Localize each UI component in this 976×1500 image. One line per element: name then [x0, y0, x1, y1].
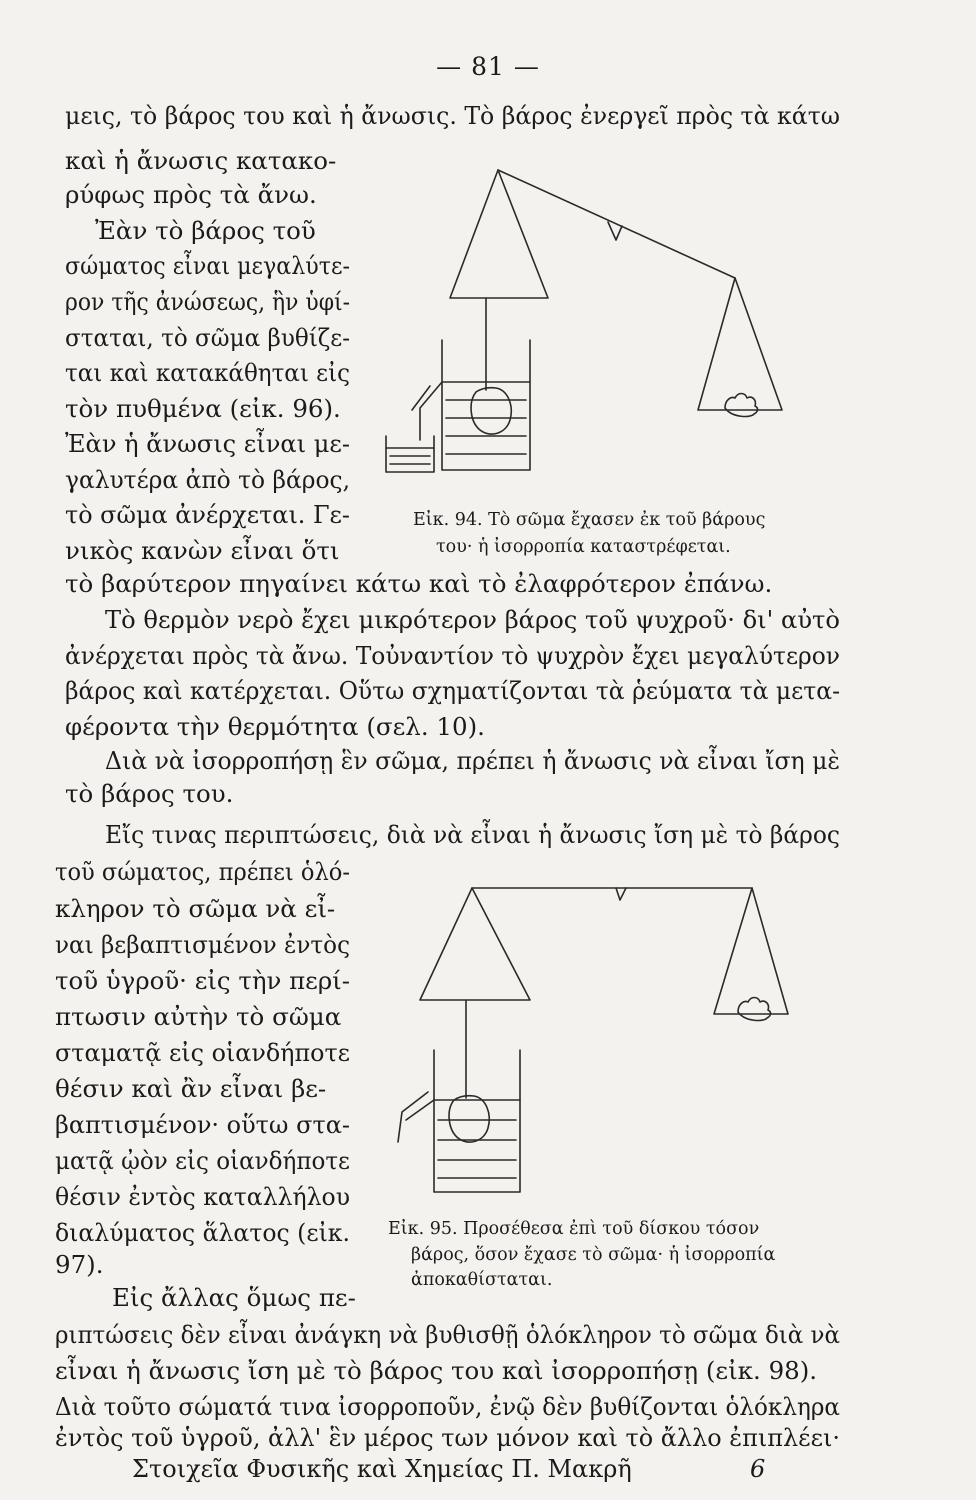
- text-line: τὸ βάρος του.: [65, 779, 234, 808]
- right-pan-weights: [738, 998, 771, 1021]
- text-line: σώματος εἶναι μεγαλύτε-: [65, 251, 350, 280]
- text-line: σταματᾷ εἰς οἱανδήποτε: [55, 1038, 350, 1067]
- text-line: τὸν πυθμένα (εἰκ. 96).: [65, 394, 341, 423]
- text-line: ναι βεβαπτισμένον ἐντὸς: [55, 930, 350, 959]
- text-line: θέσιν καὶ ἂν εἶναι βε-: [55, 1074, 327, 1103]
- text-line: τὸ σῶμα ἀνέρχεται. Γε-: [65, 500, 350, 529]
- figure-caption: ἀποκαθίσταται.: [411, 1270, 553, 1290]
- text-line: βάρος καὶ κατέρχεται. Οὕτω σχηματίζονται τὰ ῥεύματα τὰ μετα-: [65, 676, 840, 705]
- text-line: μεις, τὸ βάρος του καὶ ἡ ἄνωσις. Τὸ βάρος ἐνεργεῖ πρὸς τὰ κάτω: [65, 101, 840, 130]
- text-line: Διὰ νὰ ἰσορροπήσῃ ἓν σῶμα, πρέπει ἡ ἄνωσις νὰ εἶναι ἴση μὲ: [105, 746, 840, 775]
- text-line: νικὸς κανὼν εἶναι ὅτι: [65, 536, 340, 565]
- immersed-body: [471, 388, 511, 434]
- text-line: σταται, τὸ σῶμα βυθίζε-: [65, 323, 350, 352]
- text-line: Εἰς ἄλλας ὅμως πε-: [112, 1283, 356, 1312]
- text-line: Ἐὰν τὸ βάρος τοῦ: [95, 216, 316, 245]
- overflow-spout: [412, 382, 442, 440]
- text-line: ἐντὸς τοῦ ὑγροῦ, ἀλλ' ἓν μέρος των μόνον καὶ τὸ ἄλλο ἐπιπλέει·: [55, 1423, 840, 1452]
- footer-book-title: Στοιχεῖα Φυσικῆς καὶ Χημείας Π. Μακρῆ: [132, 1455, 632, 1483]
- left-pan-cone: [450, 170, 548, 298]
- collecting-cup: [386, 436, 434, 472]
- text-line: ματᾷ ᾠὸν εἰς οἱανδήποτε: [55, 1146, 350, 1175]
- water-hatching: [438, 1120, 516, 1178]
- text-line: 97).: [55, 1250, 104, 1279]
- text-line: γαλυτέρα ἀπὸ τὸ βάρος,: [65, 465, 350, 494]
- text-line: καὶ ἡ ἄνωσις κατακο-: [65, 146, 337, 175]
- figure-95-balance: [380, 880, 820, 1200]
- footer-signature: 6: [750, 1455, 766, 1483]
- text-line: εἶναι ἡ ἄνωσις ἴση μὲ τὸ βάρος του καὶ ἰσορροπήσῃ (εἰκ. 98).: [55, 1356, 818, 1385]
- text-line: ρον τῆς ἀνώσεως, ἣν ὑφί-: [65, 287, 350, 316]
- text-line: βαπτισμένον· οὕτω στα-: [55, 1110, 350, 1139]
- immersed-body: [449, 1096, 489, 1142]
- figure-caption: Εἰκ. 95. Προσέθεσα ἐπὶ τοῦ δίσκου τόσον: [388, 1219, 760, 1239]
- figure-caption: του· ἡ ἰσορροπία καταστρέφεται.: [436, 537, 731, 557]
- left-pan-cone: [420, 888, 530, 1000]
- figure-caption: Εἰκ. 94. Τὸ σῶμα ἔχασεν ἐκ τοῦ βάρους: [413, 510, 766, 530]
- beam-pointer: [616, 888, 626, 900]
- page-number: — 81 —: [436, 52, 540, 81]
- right-pan-cone: [714, 888, 788, 1014]
- text-line: φέροντα τὴν θερμότητα (σελ. 10).: [65, 712, 485, 741]
- text-line: θέσιν ἐντὸς καταλλήλου: [55, 1182, 350, 1211]
- overflow-spout: [398, 1092, 434, 1142]
- text-line: τοῦ ὑγροῦ· εἰς τὴν περί-: [55, 966, 350, 995]
- right-pan-weights: [725, 394, 758, 417]
- text-line: ριπτώσεις δὲν εἶναι ἀνάγκη νὰ βυθισθῇ ὁλόκληρον τὸ σῶμα διὰ νὰ: [55, 1320, 840, 1349]
- figure-caption: βάρος, ὅσον ἔχασε τὸ σῶμα· ἡ ἰσορροπία: [411, 1245, 776, 1265]
- water-hatching: [446, 400, 526, 454]
- text-line: Ἐὰν ἡ ἄνωσις εἶναι με-: [65, 429, 350, 458]
- text-line: Τὸ θερμὸν νερὸ ἔχει μικρότερον βάρος τοῦ ψυχροῦ· δι' αὐτὸ: [105, 605, 840, 634]
- text-line: ρύφως πρὸς τὰ ἄνω.: [65, 180, 317, 209]
- text-line: τὸ βαρύτερον πηγαίνει κάτω καὶ τὸ ἐλαφρότερον ἐπάνω.: [65, 569, 773, 598]
- text-line: τοῦ σώματος, πρέπει ὁλό-: [55, 857, 350, 886]
- figure-94-balance: [380, 160, 840, 480]
- text-line: ἀνέρχεται πρὸς τὰ ἄνω. Τοὐναντίον τὸ ψυχρὸν ἔχει μεγαλύτερον: [65, 641, 840, 670]
- right-pan-cone: [698, 278, 782, 410]
- text-line: διαλύματος ἅλατος (εἰκ.: [55, 1218, 350, 1247]
- text-line: κληρον τὸ σῶμα νὰ εἶ-: [55, 894, 336, 923]
- water-vessel: [434, 1050, 520, 1192]
- text-line: Διὰ τοῦτο σώματά τινα ἰσορροποῦν, ἐνῷ δὲν βυθίζονται ὁλόκληρα: [55, 1392, 840, 1421]
- text-line: ται καὶ κατακάθηται εἰς: [65, 358, 350, 387]
- text-line: Εἴς τινας περιπτώσεις, διὰ νὰ εἶναι ἡ ἄνωσις ἴση μὲ τὸ βάρος: [105, 820, 840, 849]
- cup-water: [386, 448, 434, 464]
- text-line: πτωσιν αὐτὴν τὸ σῶμα: [55, 1002, 342, 1031]
